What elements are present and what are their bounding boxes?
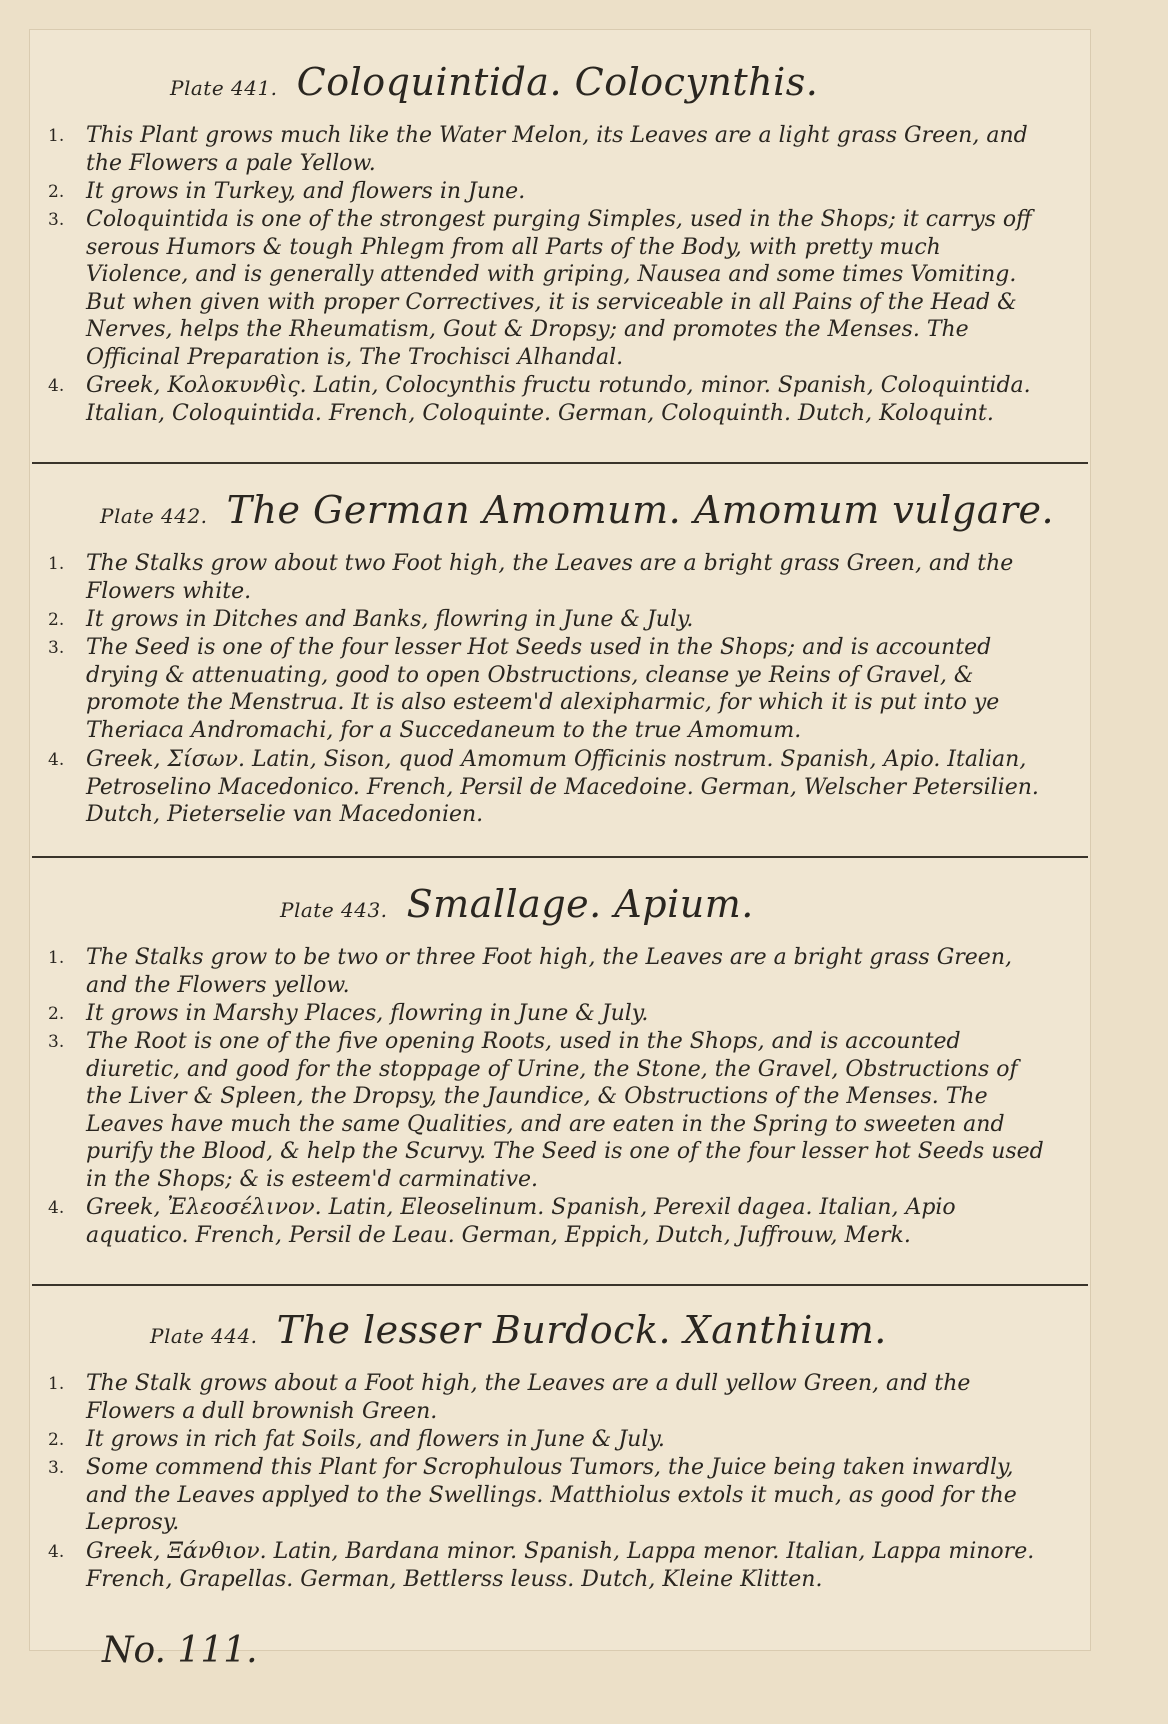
entry-number: 4. — [48, 1542, 65, 1562]
plant-title: Smallage. Apium. — [406, 882, 754, 926]
entry-number: 2. — [48, 1430, 65, 1450]
entry-number: 4. — [48, 750, 65, 770]
entry-text: It grows in Marshy Places, flowring in June & July. — [86, 1001, 649, 1026]
plate-heading — [150, 1308, 887, 1352]
entry-number: 4. — [48, 1198, 65, 1218]
entry-number: 1. — [48, 554, 65, 574]
entry-number: 1. — [48, 948, 65, 968]
plate-heading — [280, 882, 754, 926]
entry-text: The Stalks grow about two Foot high, the Leaves are a bright grass Green, and the Flowers white. — [86, 551, 1014, 604]
entry-text: The Stalk grows about a Foot high, the Leaves are a dull yellow Green, and the Flowers a dull brownish Green. — [86, 1371, 971, 1424]
entry-number: 3. — [48, 1458, 65, 1478]
entry-text: It grows in rich fat Soils, and flowers in June & July. — [86, 1427, 665, 1452]
entry-number: 1. — [48, 126, 65, 146]
plant-title: Coloquintida. Colocynthis. — [296, 60, 819, 104]
entry-number: 3. — [48, 210, 65, 230]
plate-heading — [100, 488, 1054, 532]
plant-title: The lesser Burdock. Xanthium. — [276, 1308, 887, 1352]
entry-number: 4. — [48, 376, 65, 396]
entry-text: This Plant grows much like the Water Melon, its Leaves are a light grass Green, and the Flowers a pale Yellow. — [86, 123, 1028, 176]
section-divider — [32, 462, 1088, 464]
entry-text: Greek, Ξάνθιον. Latin, Bardana minor. Spanish, Lappa menor. Italian, Lappa minore. French, Grapellas. German, Bettlerss leuss. Dutch, Kleine Klitten. — [86, 1539, 1035, 1592]
entry-number: 2. — [48, 182, 65, 202]
section-divider — [32, 856, 1088, 858]
entry-text: Greek, Κολοκυνθὶς. Latin, Colocynthis fructu rotundo, minor. Spanish, Coloquintida. Italian, Coloquintida. French, Coloquinte. German, Coloquinth. Dutch, Koloquint. — [86, 373, 1031, 426]
plate-number: Plate 442. — [100, 504, 208, 528]
section-divider — [32, 1284, 1088, 1286]
entry-text: It grows in Turkey, and flowers in June. — [86, 179, 526, 204]
entry-number: 2. — [48, 610, 65, 630]
plate-heading — [170, 60, 818, 104]
entry-text: The Root is one of the five opening Roots, used in the Shops, and is accounted diuretic, and good for the stoppage of Urine, the Stone, the Gravel, Obstructions of the Liver & Spleen, the Dropsy, the Jaundice, & Obstructions of the Menses. The Leaves have much the same Qualities, and are eaten in the Spring to sweeten and purify the Blood, & help the Scurvy. The Seed is one of the four lesser hot Seeds used in the Shops; & is esteem'd carminative. — [86, 1029, 1044, 1192]
entry-text: Greek, Σίσων. Latin, Sison, quod Amomum Officinis nostrum. Spanish, Apio. Italian, Petroselino Macedonico. French, Persil de Macedoine. German, Welscher Petersilien. Dutch, Pieterselie van Macedonien. — [86, 747, 1039, 827]
plate-number: Plate 441. — [170, 76, 278, 100]
entry-number: 3. — [48, 1032, 65, 1052]
plant-title: The German Amomum. Amomum vulgare. — [226, 488, 1055, 532]
plate-series-number: No. 111. — [102, 1630, 258, 1671]
entry-text: Some commend this Plant for Scrophulous Tumors, the Juice being taken inwardly, and the Leaves applyed to the Swellings. Matthiolus extols it much, as good for the Leprosy. — [86, 1455, 1017, 1535]
plate-number: Plate 444. — [150, 1324, 258, 1348]
entry-number: 2. — [48, 1004, 65, 1024]
entry-text: It grows in Ditches and Banks, flowring in June & July. — [86, 607, 694, 632]
plate-number: Plate 443. — [280, 898, 388, 922]
entry-text: The Seed is one of the four lesser Hot Seeds used in the Shops; and is accounted drying & attenuating, good to open Obstructions, cleanse ye Reins of Gravel, & promote the Menstrua. It is also esteem'd alexipharmic, for which it is put into ye Theriaca Andromachi, for a Succedaneum to the true Amomum. — [86, 635, 1000, 743]
entry-number: 1. — [48, 1374, 65, 1394]
entry-number: 3. — [48, 638, 65, 658]
entry-text: Coloquintida is one of the strongest purging Simples, used in the Shops; it carrys off serous Humors & tough Phlegm from all Parts of the Body, with pretty much Violence, and is generally attended with griping, Nausea and some times Vomiting. But when given with proper Correctives, it is serviceable in all Pains of the Head & Nerves, helps the Rheumatism, Gout & Dropsy; and promotes the Menses. The Officinal Preparation is, The Trochisci Alhandal. — [86, 207, 1032, 370]
engraved-plate — [30, 30, 1090, 1671]
entry-text: Greek, Ἐλεοσέλινον. Latin, Eleoselinum. Spanish, Perexil dagea. Italian, Apio aquatico. French, Persil de Leau. German, Eppich, Dutch, Juffrouw, Merk. — [86, 1195, 956, 1248]
entry-text: The Stalks grow to be two or three Foot high, the Leaves are a bright grass Green, and the Flowers yellow. — [86, 945, 1012, 998]
